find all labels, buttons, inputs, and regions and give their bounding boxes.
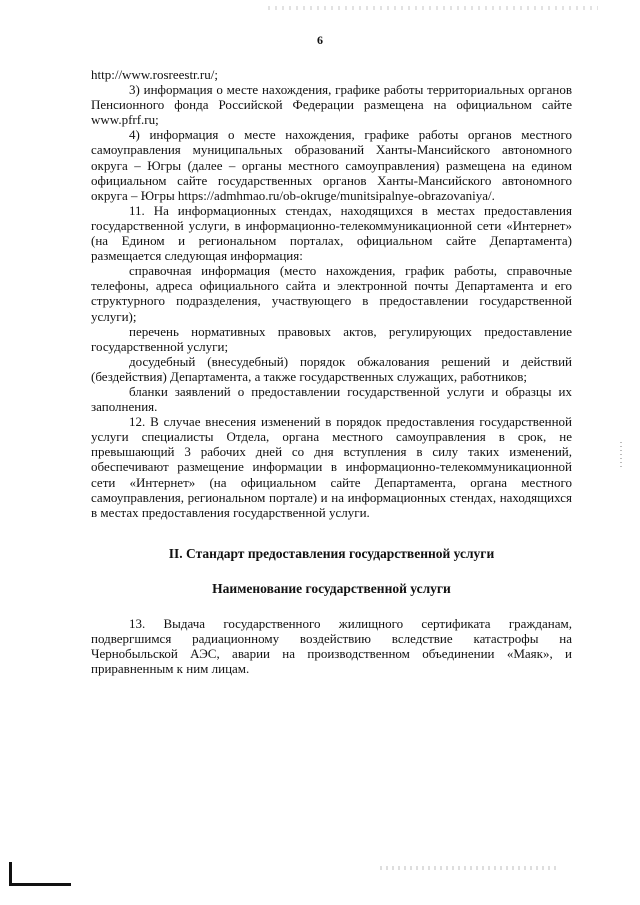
scan-noise-side — [620, 442, 622, 470]
paragraph-rosreestr-url: http://www.rosreestr.ru/; — [91, 67, 218, 82]
corner-crop-mark-horizontal — [9, 883, 71, 886]
scan-noise-top — [268, 6, 598, 10]
paragraph-reference-info: справочная информация (место нахождения, график работы, справочные телефоны, адреса официального сайта и электронной почты Департамента и его структурного подразделения, участвующего в предоставлении государственной услуги); — [91, 263, 572, 324]
paragraph-legal-acts: перечень нормативных правовых актов, регулирующих предоставление государственной услуги; — [91, 323, 572, 354]
paragraph-item-3: 3) информация о месте нахождения, графике работы территориальных органов Пенсионного фонда Российской Федерации размещена на официальном сайте www.pfrf.ru; — [91, 82, 572, 128]
section-heading: II. Стандарт предоставления государственной услуги — [168, 545, 495, 561]
paragraph-appeal-procedure: досудебный (внесудебный) порядок обжалования решений и действий (бездействия) Департамента, а также государственных служащих, работников; — [91, 353, 572, 384]
paragraph-clause-13: 13. Выдача государственного жилищного сертификата гражданам, подвергшимся радиационному воздействию вследствие катастрофы на Чернобыльской АЭС, аварии на производственном объединении «Маяк», и приравненным к ним лицам. — [91, 616, 572, 677]
paragraph-clause-12: 12. В случае внесения изменений в порядок предоставления государственной услуги специалисты Отдела, органа местного самоуправления в срок, не превышающий 3 рабочих дней со дня вступления в силу таких изменений, обеспечивают размещение информации в информационно-телекоммуникационной сети «Интернет» (на официальном сайте Департамента, органа местного самоуправления, региональном портале) и на информационных стендах, находящихся в местах предоставления государственной услуги. — [91, 414, 572, 520]
paragraph-item-4: 4) информация о месте нахождения, графике работы органов местного самоуправления муниципальных образований Ханты-Мансийского автономного округа – Югры (далее – органы местного самоуправления) размещена на едином официальном сайте государственных органов Ханты-Мансийского автономного округа – Югры https://admhmao.ru/ob-okruge/munitsipalnye-obrazovaniya/. — [91, 127, 572, 203]
document-body — [91, 67, 572, 676]
paragraph-application-forms: бланки заявлений о предоставлении государственной услуги и образцы их заполнения. — [91, 383, 572, 415]
scan-noise-bottom — [380, 866, 560, 870]
page-number: 6 — [317, 33, 323, 47]
sub-heading: Наименование государственной услуги — [212, 580, 451, 596]
paragraph-clause-11: 11. На информационных стендах, находящихся в местах предоставления государственной услуги, в информационно-телекоммуникационной сети «Интернет» (на Едином и региональном порталах, официальном сайте Департамента) размещается следующая информация: — [91, 202, 572, 264]
